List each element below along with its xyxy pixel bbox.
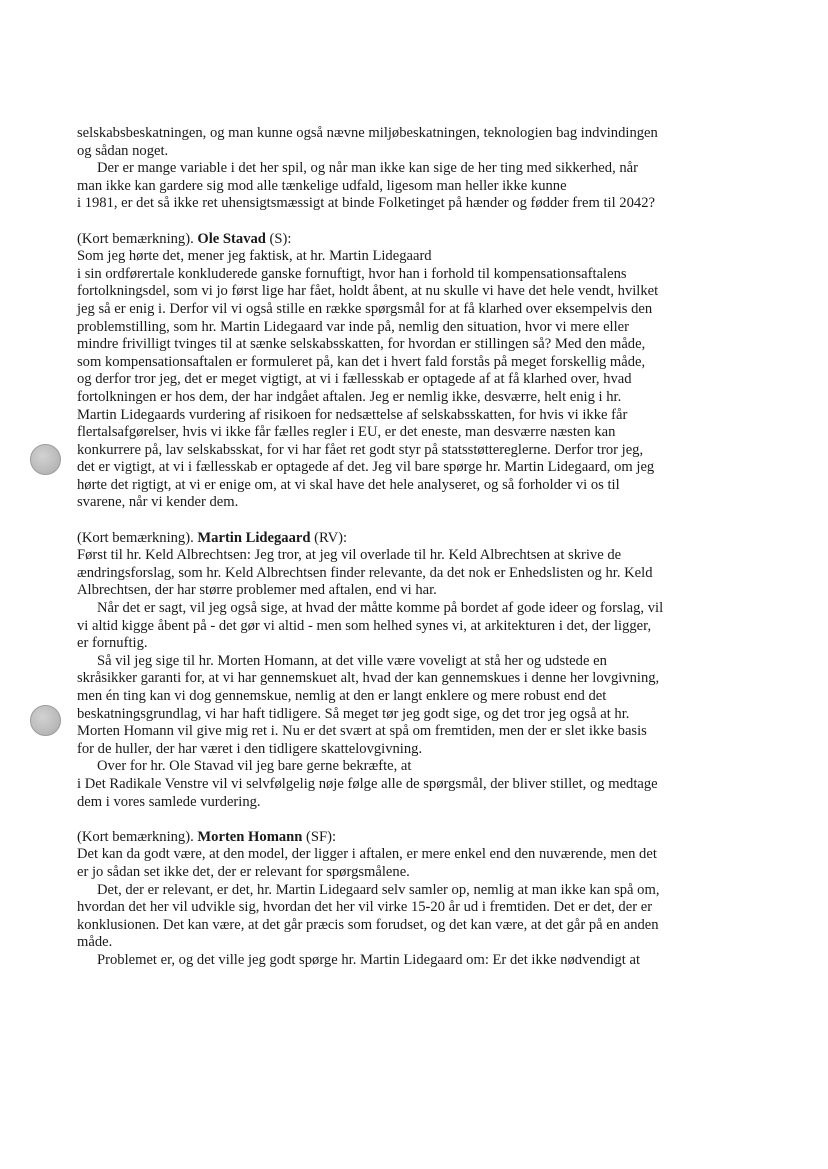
paragraph-gap (77, 512, 750, 530)
text-line: Først til hr. Keld Albrechtsen: Jeg tror, at jeg vil overlade til hr. Keld Albrechtsen at skrive de (77, 547, 622, 564)
text-line: mindre frivilligt tvinges til at sænke selskabsskatten, for hvordan er stillingen så? Med den måde, (77, 336, 646, 353)
text-line: måde. (77, 934, 113, 951)
text-line: og sådan noget. (77, 142, 169, 159)
speaker-party: (RV): (310, 529, 348, 546)
text-line: i sin ordførertale konkluderede ganske fornuftigt, hvor han i forhold til kompensationsaftalens (77, 265, 627, 282)
text-line: for de huller, der har været i den tidligere skattelovgivning. (77, 740, 423, 757)
speaker-heading (77, 231, 750, 249)
speaker-prefix: (Kort bemærkning). (77, 230, 198, 247)
speaker-heading (77, 530, 750, 548)
text-line: dem i vores samlede vurdering. (77, 793, 261, 810)
text-line: Problemet er, og det ville jeg godt spørge hr. Martin Lidegaard om: Er det ikke nødvendigt at (97, 951, 641, 968)
text-line: konklusionen. Det kan være, at det går præcis som forudset, og det kan være, at det går på en anden (77, 916, 659, 933)
paragraph-gap (77, 811, 750, 829)
text-line: Albrechtsen, der har større problemer med aftalen, end vi har. (77, 582, 437, 599)
text-line: Morten Homann vil give mig ret i. Nu er det svært at spå om fremtiden, men der er slet ikke basis (77, 723, 647, 740)
speaker-party: (S): (265, 230, 292, 247)
punch-hole-bottom (30, 705, 61, 736)
speaker-prefix: (Kort bemærkning). (77, 529, 198, 546)
text-line: i Det Radikale Venstre vil vi selvfølgelig nøje følge alle de spørgsmål, der bliver stillet, og medtage (77, 775, 658, 792)
text-line: Der er mange variable i det her spil, og når man ikke kan sige de her ting med sikkerhed, når (97, 160, 638, 177)
text-line: men én ting kan vi dog gennemskue, nemlig at den er langt enklere og mere robust end det (77, 688, 607, 704)
text-line: Så vil jeg sige til hr. Morten Homann, at det ville være voveligt at stå her og udstede en (97, 652, 607, 669)
text-line: fortolkningsdel, som vi jo først lige har fået, holdt åbent, at nu skulle vi have det hele vendt, hvilket (77, 283, 659, 300)
text-line: Når det er sagt, vil jeg også sige, at hvad der måtte komme på bordet af gode ideer og forslag, vil (97, 600, 664, 617)
text-line: Som jeg hørte det, mener jeg faktisk, at hr. Martin Lidegaard (77, 248, 432, 265)
text-line: er fornuftig. (77, 635, 148, 652)
text-line: Over for hr. Ole Stavad vil jeg bare gerne bekræfte, at (97, 758, 412, 775)
text-line: ændringsforslag, som hr. Keld Albrechtsen finder relevante, da det nok er Enhedslisten og hr. Keld (77, 564, 653, 581)
text-line: fortolkningen er hos dem, der har indgået aftalen. Jeg er nemlig ikke, desværre, helt enig i hr. (77, 388, 622, 405)
transcript-text (77, 125, 750, 970)
text-line: jeg så er enig i. Derfor vil vi også stille en række spørgsmål for at få klarhed over eksempelvis den (77, 300, 653, 317)
text-line: flertalsafgørelser, hvis vi ikke får fælles regler i EU, er det eneste, man desværre næsten kan (77, 424, 616, 441)
text-line: Det, der er relevant, er det, hr. Martin Lidegaard selv samler op, nemlig at man ikke kan spå om, (97, 881, 660, 898)
speaker-party: (SF): (302, 828, 337, 845)
text-line: som kompensationsaftalen er formuleret på, kan det i hvert fald forstås på meget forskellig måde, (77, 353, 646, 370)
text-line: selskabsbeskatningen, og man kunne også nævne miljøbeskatningen, teknologien bag indvindingen (77, 125, 658, 141)
text-line: problemstilling, som hr. Martin Lidegaard var inde på, nemlig den situation, hvor vi mere eller (77, 318, 629, 335)
text-line: Martin Lidegaards vurdering af risikoen for nedsættelse af selskabsskatten, for hvis vi ikke får (77, 406, 628, 423)
punch-hole-top (30, 444, 61, 475)
text-line: i 1981, er det så ikke ret uhensigtsmæssigt at binde Folketinget på hænder og fødder frem til 2042? (77, 195, 655, 212)
text-line: beskatningsgrundlag, vi har haft tidligere. Så meget tør jeg godt sige, og det tror jeg også at hr. (77, 705, 630, 722)
text-line: er jo sådan set ikke det, der er relevant for spørgsmålene. (77, 863, 410, 880)
text-line: svarene, når vi kender dem. (77, 494, 239, 511)
speaker-name: Ole Stavad (197, 230, 266, 247)
text-line: og derfor tror jeg, det er meget vigtigt, at vi i fællesskab er optagede af at få klarhed over, hvad (77, 371, 632, 388)
text-line: vi altid kigge åbent på - det gør vi altid - men som helhed synes vi, at arkitekturen i det, der ligger, (77, 617, 652, 634)
text-line: hørte det rigtigt, at vi er enige om, at vi skal have det hele analyseret, og så forholder vi os til (77, 476, 620, 493)
text-line: konkurrere på, lav selskabsskat, for vi har fået ret godt styr på statsstøttereglerne. Derfor tror jeg, (77, 441, 644, 458)
speaker-name: Morten Homann (197, 828, 303, 845)
paragraph-gap (77, 213, 750, 231)
text-line: det er vigtigt, at vi i fællesskab er optagede af det. Jeg vil bare spørge hr. Martin Lidegaard, om jeg (77, 459, 655, 476)
speaker-prefix: (Kort bemærkning). (77, 828, 198, 845)
text-line: skråsikker garanti for, at vi har gennemskuet alt, hvad der kan gennemskues i denne her lovgivning, (77, 670, 660, 687)
speaker-heading (77, 829, 750, 847)
speaker-name: Martin Lidegaard (197, 529, 311, 546)
text-line: Det kan da godt være, at den model, der ligger i aftalen, er mere enkel end den nuværende, men det (77, 846, 657, 863)
text-line: man ikke kan gardere sig mod alle tænkelige udfald, ligesom man heller ikke kunne (77, 177, 567, 194)
text-line: hvordan det her vil udvikle sig, hvordan det her vil virke 15-20 år ud i fremtiden. Det er det, der er (77, 899, 653, 916)
